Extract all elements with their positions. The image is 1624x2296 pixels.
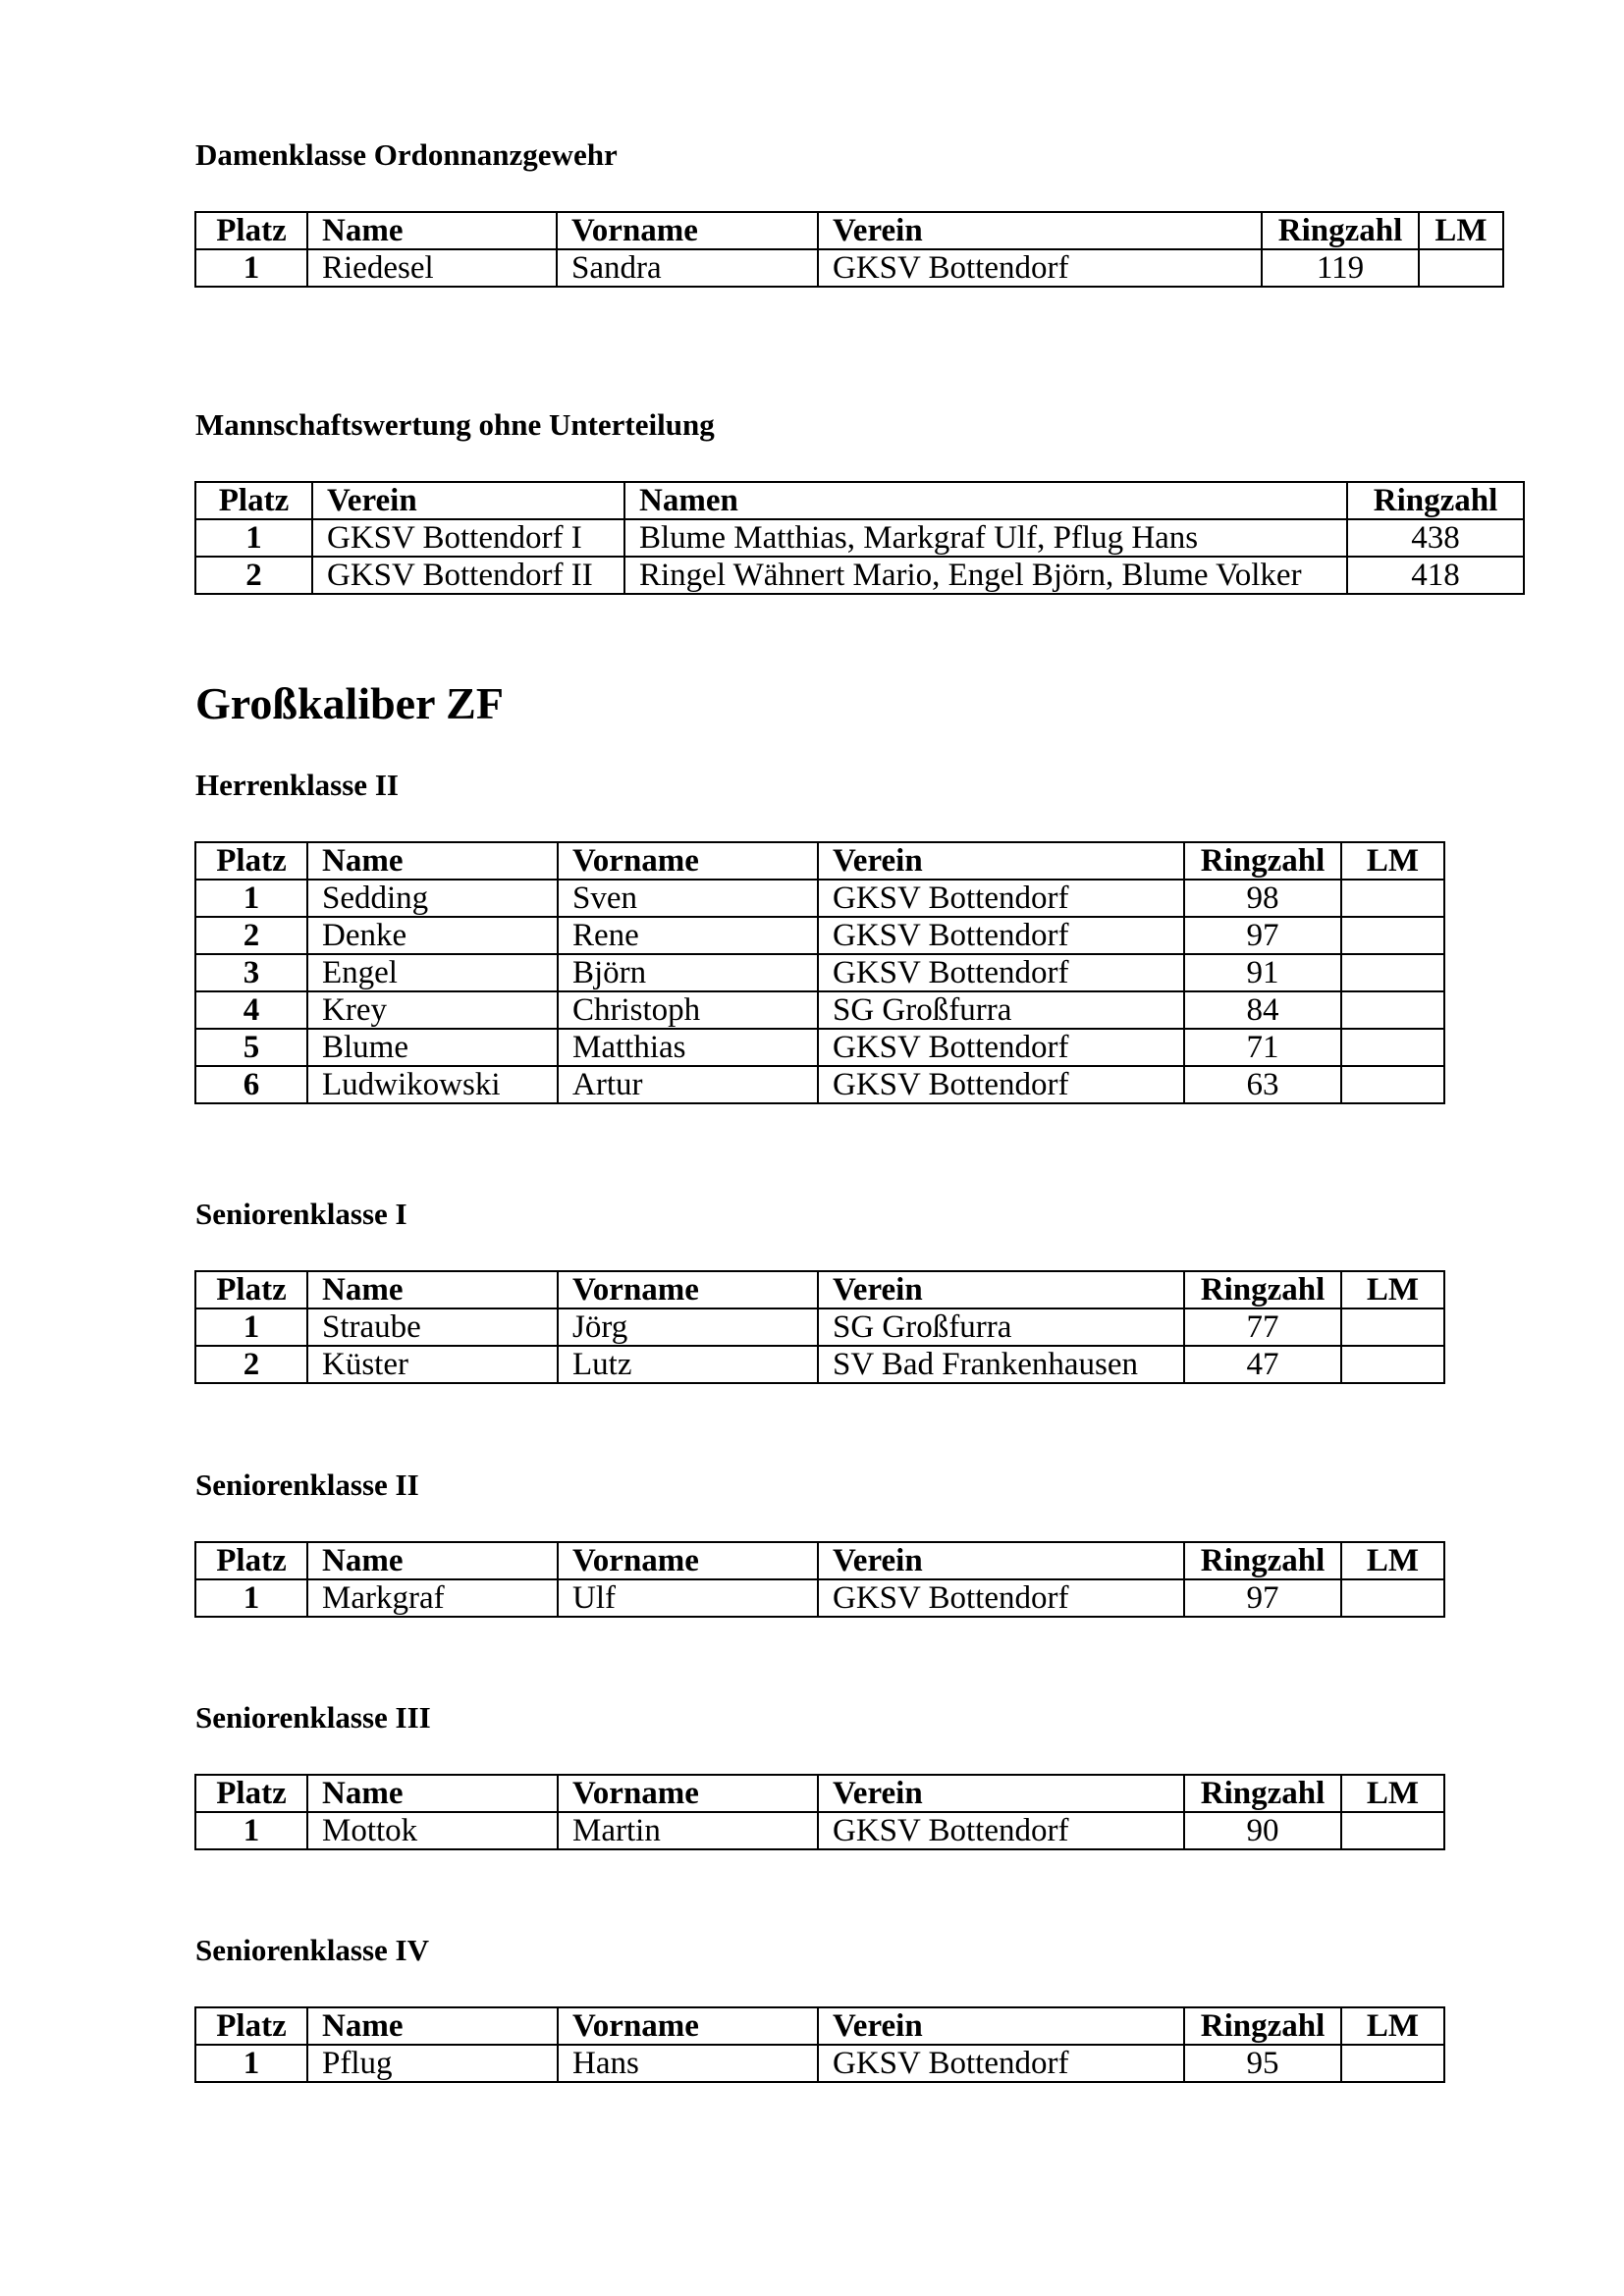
section-title: Großkaliber ZF: [195, 678, 504, 728]
cell-platz: 4: [195, 991, 307, 1029]
col-header-ringzahl: Ringzahl: [1184, 1542, 1341, 1579]
cell-name: Ludwikowski: [307, 1066, 558, 1103]
cell-vorname: Artur: [558, 1066, 818, 1103]
table-header-row: [195, 1271, 1444, 1308]
table-row: [195, 1346, 1444, 1383]
senioren-3-table: [194, 1774, 1445, 1850]
cell-verein: SG Großfurra: [818, 1308, 1184, 1346]
cell-lm: [1341, 880, 1444, 917]
cell-platz: 1: [195, 249, 307, 287]
cell-platz: 2: [195, 917, 307, 954]
cell-verein: GKSV Bottendorf: [818, 2045, 1184, 2082]
damen-ordonnanz-heading: Damenklasse Ordonnanzgewehr: [195, 137, 618, 172]
cell-name: Mottok: [307, 1812, 558, 1849]
col-header-platz: Platz: [195, 2007, 307, 2045]
cell-platz: 6: [195, 1066, 307, 1103]
cell-ringzahl: 119: [1262, 249, 1419, 287]
col-header-vorname: Vorname: [558, 1271, 818, 1308]
table-header-row: [195, 1542, 1444, 1579]
cell-ringzahl: 47: [1184, 1346, 1341, 1383]
col-header-name: Name: [307, 1271, 558, 1308]
cell-verein: GKSV Bottendorf: [818, 1812, 1184, 1849]
col-header-lm: LM: [1341, 2007, 1444, 2045]
cell-lm: [1341, 991, 1444, 1029]
table-row: [195, 1812, 1444, 1849]
col-header-ringzahl: Ringzahl: [1262, 212, 1419, 249]
table-row: [195, 1029, 1444, 1066]
cell-vorname: Christoph: [558, 991, 818, 1029]
table-header-row: [195, 212, 1503, 249]
cell-verein: GKSV Bottendorf: [818, 1579, 1184, 1617]
cell-vorname: Hans: [558, 2045, 818, 2082]
col-header-vorname: Vorname: [558, 842, 818, 880]
table-row: [195, 880, 1444, 917]
table-row: [195, 1579, 1444, 1617]
cell-verein: GKSV Bottendorf: [818, 1066, 1184, 1103]
cell-platz: 2: [195, 1346, 307, 1383]
cell-vorname: Martin: [558, 1812, 818, 1849]
col-header-platz: Platz: [195, 842, 307, 880]
col-header-verein: Verein: [818, 212, 1262, 249]
cell-verein: GKSV Bottendorf: [818, 249, 1262, 287]
cell-ringzahl: 95: [1184, 2045, 1341, 2082]
cell-ringzahl: 77: [1184, 1308, 1341, 1346]
table-row: [195, 249, 1503, 287]
cell-ringzahl: 91: [1184, 954, 1341, 991]
col-header-vorname: Vorname: [558, 2007, 818, 2045]
col-header-ringzahl: Ringzahl: [1184, 842, 1341, 880]
table-row: [195, 557, 1524, 594]
cell-name: Riedesel: [307, 249, 557, 287]
senioren-2-table: [194, 1541, 1445, 1618]
cell-ringzahl: 97: [1184, 1579, 1341, 1617]
cell-ringzahl: 63: [1184, 1066, 1341, 1103]
cell-verein: GKSV Bottendorf I: [312, 519, 624, 557]
col-header-platz: Platz: [195, 1775, 307, 1812]
cell-ringzahl: 97: [1184, 917, 1341, 954]
cell-namen: Blume Matthias, Markgraf Ulf, Pflug Hans: [624, 519, 1347, 557]
cell-name: Markgraf: [307, 1579, 558, 1617]
col-header-platz: Platz: [195, 1271, 307, 1308]
table-row: [195, 519, 1524, 557]
herren-2-heading: Herrenklasse II: [195, 768, 399, 802]
cell-platz: 1: [195, 1308, 307, 1346]
cell-name: Blume: [307, 1029, 558, 1066]
cell-vorname: Sven: [558, 880, 818, 917]
cell-lm: [1341, 1066, 1444, 1103]
table-row: [195, 991, 1444, 1029]
cell-verein: SV Bad Frankenhausen: [818, 1346, 1184, 1383]
col-header-ringzahl: Ringzahl: [1184, 1271, 1341, 1308]
col-header-platz: Platz: [195, 212, 307, 249]
col-header-namen: Namen: [624, 482, 1347, 519]
table-row: [195, 2045, 1444, 2082]
cell-lm: [1341, 1029, 1444, 1066]
table-row: [195, 917, 1444, 954]
cell-lm: [1341, 1346, 1444, 1383]
cell-vorname: Jörg: [558, 1308, 818, 1346]
cell-lm: [1341, 954, 1444, 991]
col-header-verein: Verein: [818, 1775, 1184, 1812]
col-header-verein: Verein: [312, 482, 624, 519]
col-header-lm: LM: [1341, 842, 1444, 880]
col-header-name: Name: [307, 2007, 558, 2045]
senioren-1-heading: Seniorenklasse I: [195, 1197, 407, 1231]
cell-vorname: Lutz: [558, 1346, 818, 1383]
table-header-row: [195, 1775, 1444, 1812]
cell-platz: 1: [195, 880, 307, 917]
cell-vorname: Rene: [558, 917, 818, 954]
cell-vorname: Matthias: [558, 1029, 818, 1066]
cell-platz: 1: [195, 519, 312, 557]
col-header-name: Name: [307, 212, 557, 249]
cell-ringzahl: 418: [1347, 557, 1524, 594]
table-row: [195, 1308, 1444, 1346]
col-header-platz: Platz: [195, 482, 312, 519]
cell-platz: 1: [195, 1812, 307, 1849]
cell-ringzahl: 84: [1184, 991, 1341, 1029]
cell-verein: GKSV Bottendorf: [818, 1029, 1184, 1066]
table-header-row: [195, 2007, 1444, 2045]
col-header-platz: Platz: [195, 1542, 307, 1579]
cell-platz: 5: [195, 1029, 307, 1066]
cell-name: Sedding: [307, 880, 558, 917]
col-header-verein: Verein: [818, 1271, 1184, 1308]
col-header-lm: LM: [1419, 212, 1503, 249]
mannschaft-heading: Mannschaftswertung ohne Unterteilung: [195, 407, 715, 442]
cell-verein: GKSV Bottendorf II: [312, 557, 624, 594]
senioren-2-heading: Seniorenklasse II: [195, 1468, 419, 1502]
cell-vorname: Ulf: [558, 1579, 818, 1617]
mannschaft-table: [194, 481, 1525, 595]
cell-platz: 1: [195, 1579, 307, 1617]
cell-ringzahl: 71: [1184, 1029, 1341, 1066]
herren-2-table: [194, 841, 1445, 1104]
cell-ringzahl: 438: [1347, 519, 1524, 557]
cell-name: Pflug: [307, 2045, 558, 2082]
cell-platz: 2: [195, 557, 312, 594]
senioren-3-heading: Seniorenklasse III: [195, 1700, 431, 1735]
cell-ringzahl: 98: [1184, 880, 1341, 917]
cell-lm: [1341, 2045, 1444, 2082]
col-header-vorname: Vorname: [557, 212, 818, 249]
cell-verein: GKSV Bottendorf: [818, 917, 1184, 954]
col-header-lm: LM: [1341, 1271, 1444, 1308]
col-header-ringzahl: Ringzahl: [1184, 2007, 1341, 2045]
table-header-row: [195, 842, 1444, 880]
cell-ringzahl: 90: [1184, 1812, 1341, 1849]
col-header-name: Name: [307, 1542, 558, 1579]
cell-name: Engel: [307, 954, 558, 991]
cell-lm: [1419, 249, 1503, 287]
col-header-verein: Verein: [818, 842, 1184, 880]
col-header-ringzahl: Ringzahl: [1184, 1775, 1341, 1812]
cell-lm: [1341, 917, 1444, 954]
cell-name: Krey: [307, 991, 558, 1029]
col-header-name: Name: [307, 842, 558, 880]
cell-verein: SG Großfurra: [818, 991, 1184, 1029]
cell-name: Küster: [307, 1346, 558, 1383]
cell-lm: [1341, 1308, 1444, 1346]
cell-name: Denke: [307, 917, 558, 954]
senioren-4-table: [194, 2006, 1445, 2083]
cell-vorname: Björn: [558, 954, 818, 991]
col-header-name: Name: [307, 1775, 558, 1812]
cell-name: Straube: [307, 1308, 558, 1346]
col-header-vorname: Vorname: [558, 1775, 818, 1812]
col-header-verein: Verein: [818, 1542, 1184, 1579]
col-header-ringzahl: Ringzahl: [1347, 482, 1524, 519]
table-row: [195, 954, 1444, 991]
cell-platz: 3: [195, 954, 307, 991]
col-header-lm: LM: [1341, 1775, 1444, 1812]
col-header-vorname: Vorname: [558, 1542, 818, 1579]
cell-verein: GKSV Bottendorf: [818, 954, 1184, 991]
cell-lm: [1341, 1812, 1444, 1849]
senioren-4-heading: Seniorenklasse IV: [195, 1933, 429, 1967]
cell-verein: GKSV Bottendorf: [818, 880, 1184, 917]
col-header-verein: Verein: [818, 2007, 1184, 2045]
cell-platz: 1: [195, 2045, 307, 2082]
table-row: [195, 1066, 1444, 1103]
cell-namen: Ringel Wähnert Mario, Engel Björn, Blume Volker: [624, 557, 1347, 594]
senioren-1-table: [194, 1270, 1445, 1384]
damen-ordonnanz-table: [194, 211, 1504, 288]
cell-lm: [1341, 1579, 1444, 1617]
table-header-row: [195, 482, 1524, 519]
cell-vorname: Sandra: [557, 249, 818, 287]
col-header-lm: LM: [1341, 1542, 1444, 1579]
